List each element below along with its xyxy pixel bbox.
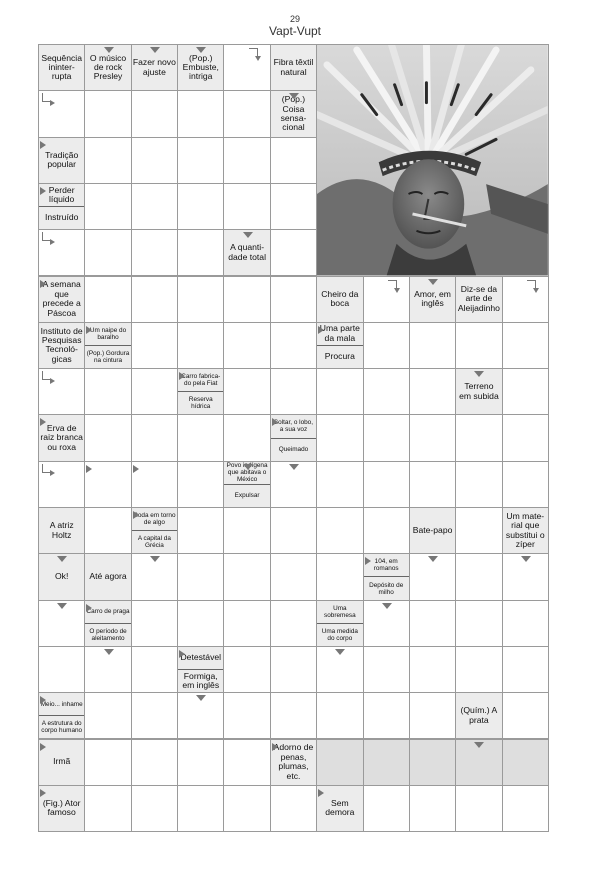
answer-cell[interactable] [502, 414, 549, 461]
answer-cell[interactable] [38, 461, 85, 508]
answer-cell[interactable] [363, 368, 410, 415]
clue-text: Adorno de penas, plumas, etc. [273, 742, 314, 781]
answer-cell[interactable] [38, 90, 85, 137]
clue-cell [177, 368, 224, 415]
answer-cell[interactable] [177, 229, 224, 276]
clue-text: 104, em romanos [373, 558, 399, 573]
answer-cell[interactable] [363, 322, 410, 369]
answer-cell[interactable] [270, 137, 317, 184]
answer-cell[interactable] [270, 646, 317, 693]
answer-cell[interactable] [316, 368, 363, 415]
answer-cell[interactable] [38, 229, 85, 276]
clue-cell [270, 739, 317, 786]
answer-cell[interactable] [223, 368, 270, 415]
answer-cell[interactable] [502, 553, 549, 600]
answer-cell[interactable] [409, 461, 456, 508]
clue-cell [177, 646, 224, 693]
answer-cell[interactable] [177, 461, 224, 508]
answer-cell[interactable] [84, 692, 131, 739]
answer-cell[interactable] [455, 461, 502, 508]
clue-text: Bate-papo [412, 524, 453, 535]
answer-cell[interactable] [223, 137, 270, 184]
clue-text: Meio... inhame [40, 700, 83, 708]
puzzle-title: Vapt-Vupt [268, 24, 322, 38]
answer-cell[interactable] [38, 600, 85, 647]
clue-cell [38, 739, 85, 786]
answer-cell[interactable] [84, 507, 131, 554]
crossword-grid [38, 44, 548, 831]
clue-text: (Fig.) Ator famoso [42, 798, 81, 818]
answer-cell[interactable] [409, 368, 456, 415]
clue-cell [316, 322, 363, 369]
answer-cell[interactable] [316, 461, 363, 508]
clue-cell [84, 553, 131, 600]
clue-cell [409, 276, 456, 323]
clue-text: A quanti- dade total [228, 242, 266, 262]
answer-cell[interactable] [131, 183, 178, 230]
answer-cell[interactable] [455, 646, 502, 693]
answer-cell[interactable] [363, 646, 410, 693]
answer-cell[interactable] [131, 368, 178, 415]
answer-cell[interactable] [455, 507, 502, 554]
clue-cell [38, 692, 85, 739]
clue-cell [38, 414, 85, 461]
answer-cell[interactable] [84, 229, 131, 276]
answer-cell[interactable] [131, 414, 178, 461]
clue-text: Reserva hídrica [178, 391, 223, 414]
answer-cell[interactable] [502, 276, 549, 323]
clue-text: Até agora [89, 571, 127, 582]
clue-text: Detestável [180, 652, 222, 663]
answer-cell[interactable] [409, 785, 456, 832]
clue-cell [455, 276, 502, 323]
clue-text: Erva de raiz branca ou roxa [40, 422, 83, 452]
answer-cell[interactable] [177, 692, 224, 739]
clue-text: Ok! [54, 571, 69, 582]
answer-cell[interactable] [409, 414, 456, 461]
answer-cell[interactable] [455, 739, 502, 786]
answer-cell[interactable] [502, 461, 549, 508]
clue-text: Irmã [53, 756, 71, 767]
answer-cell[interactable] [131, 137, 178, 184]
answer-cell[interactable] [270, 368, 317, 415]
clue-text: Soltar, o lobo, a sua voz [273, 419, 314, 434]
answer-cell[interactable] [223, 739, 270, 786]
answer-cell[interactable] [177, 414, 224, 461]
answer-cell[interactable] [223, 692, 270, 739]
clue-cell [38, 183, 85, 230]
answer-cell[interactable] [316, 414, 363, 461]
clue-text: (Quím.) A prata [460, 705, 498, 725]
answer-cell[interactable] [84, 646, 131, 693]
clue-cell [84, 322, 131, 369]
clue-cell [84, 600, 131, 647]
answer-cell[interactable] [131, 553, 178, 600]
clue-text: A atriz Holtz [49, 520, 74, 540]
clue-text: A capital da Grécia [132, 530, 177, 553]
answer-cell[interactable] [502, 646, 549, 693]
answer-cell[interactable] [223, 646, 270, 693]
clue-cell [223, 229, 270, 276]
clue-text: Perder líquido [48, 184, 75, 204]
answer-cell[interactable] [131, 739, 178, 786]
clue-cell [38, 322, 85, 369]
answer-cell[interactable] [131, 90, 178, 137]
clue-text: Carro de praga [86, 608, 130, 616]
answer-cell[interactable] [363, 461, 410, 508]
answer-cell[interactable] [270, 785, 317, 832]
clue-text: Uma sobremesa [324, 604, 356, 619]
clue-text: (Pop.) Embuste, intriga [182, 52, 219, 82]
page-number: 29 [289, 14, 300, 24]
answer-cell[interactable] [270, 276, 317, 323]
clue-text: Procura [317, 345, 362, 368]
answer-cell[interactable] [409, 600, 456, 647]
answer-cell[interactable] [455, 414, 502, 461]
answer-cell[interactable] [316, 507, 363, 554]
clue-text: Formiga, em inglês [178, 669, 223, 692]
clue-cell [84, 44, 131, 91]
answer-cell[interactable] [131, 600, 178, 647]
answer-cell[interactable] [363, 414, 410, 461]
answer-cell[interactable] [131, 276, 178, 323]
clue-cell [363, 553, 410, 600]
answer-cell[interactable] [223, 90, 270, 137]
clue-cell [38, 137, 85, 184]
answer-cell[interactable] [223, 322, 270, 369]
answer-cell[interactable] [84, 461, 131, 508]
answer-cell[interactable] [409, 646, 456, 693]
answer-cell[interactable] [177, 600, 224, 647]
answer-cell[interactable] [363, 785, 410, 832]
answer-cell[interactable] [84, 739, 131, 786]
answer-cell[interactable] [409, 553, 456, 600]
answer-cell[interactable] [270, 692, 317, 739]
answer-cell[interactable] [177, 90, 224, 137]
clue-text: Cheiro da boca [321, 288, 359, 309]
answer-cell[interactable] [502, 322, 549, 369]
answer-cell[interactable] [316, 692, 363, 739]
clue-cell [409, 507, 456, 554]
clue-text: Roda em torno de algo [133, 512, 176, 527]
answer-cell[interactable] [363, 276, 410, 323]
answer-cell[interactable] [84, 414, 131, 461]
answer-cell[interactable] [270, 183, 317, 230]
clue-text: Tradição popular [45, 149, 79, 170]
clue-cell [38, 553, 85, 600]
answer-cell[interactable] [363, 600, 410, 647]
clue-cell [455, 368, 502, 415]
answer-cell[interactable] [131, 646, 178, 693]
answer-cell[interactable] [84, 276, 131, 323]
answer-cell[interactable] [223, 414, 270, 461]
answer-cell[interactable] [223, 44, 270, 91]
answer-cell[interactable] [502, 785, 549, 832]
answer-cell[interactable] [177, 739, 224, 786]
answer-cell[interactable] [502, 692, 549, 739]
answer-cell[interactable] [223, 785, 270, 832]
answer-cell[interactable] [316, 646, 363, 693]
answer-cell[interactable] [177, 553, 224, 600]
answer-cell[interactable] [223, 276, 270, 323]
answer-cell[interactable] [270, 322, 317, 369]
clue-text: Terreno em subida [459, 381, 499, 401]
clue-cell [316, 276, 363, 323]
clue-text: Carro fabrica- do pela Fiat [181, 373, 221, 388]
answer-cell[interactable] [177, 276, 224, 323]
clue-cell [131, 44, 178, 91]
answer-cell[interactable] [38, 646, 85, 693]
answer-cell[interactable] [84, 183, 131, 230]
clue-text: Amor, em inglês [414, 288, 451, 309]
answer-cell[interactable] [455, 553, 502, 600]
clue-cell [270, 44, 317, 91]
answer-cell[interactable] [177, 137, 224, 184]
clue-text: Uma medida do corpo [317, 623, 362, 646]
answer-cell[interactable] [131, 229, 178, 276]
answer-cell[interactable] [131, 785, 178, 832]
clue-cell [223, 461, 270, 508]
clue-text: Instruído [39, 206, 84, 229]
clue-text: Um naipe do baralho [89, 326, 127, 341]
answer-cell[interactable] [223, 183, 270, 230]
answer-cell[interactable] [177, 183, 224, 230]
clue-cell [316, 785, 363, 832]
answer-cell[interactable] [316, 739, 363, 786]
clue-text: Instituto de Pesquisas Tecnoló- gicas [40, 325, 83, 364]
clue-cell [38, 44, 85, 91]
answer-cell[interactable] [131, 692, 178, 739]
answer-cell[interactable] [177, 785, 224, 832]
answer-cell[interactable] [502, 739, 549, 786]
answer-cell[interactable] [38, 368, 85, 415]
indigenous-chief-with-feather-headdress-photo [316, 44, 549, 277]
clue-text: Depósito de milho [364, 576, 409, 599]
answer-cell[interactable] [502, 600, 549, 647]
clue-text: Povo indígena que abitava o México [226, 462, 268, 484]
clue-cell [270, 90, 317, 137]
answer-cell[interactable] [223, 553, 270, 600]
clue-text: (Pop.) Gordura na cintura [85, 345, 130, 368]
answer-cell[interactable] [270, 507, 317, 554]
answer-cell[interactable] [131, 461, 178, 508]
answer-cell[interactable] [316, 553, 363, 600]
answer-cell[interactable] [270, 553, 317, 600]
clue-text: A estrutura do corpo humano [39, 715, 84, 738]
answer-cell[interactable] [409, 322, 456, 369]
clue-cell [455, 692, 502, 739]
clue-text: O músico de rock Presley [89, 52, 127, 82]
answer-cell[interactable] [84, 785, 131, 832]
answer-cell[interactable] [84, 368, 131, 415]
answer-cell[interactable] [409, 739, 456, 786]
clue-text: Queimado [271, 438, 316, 461]
answer-cell[interactable] [409, 692, 456, 739]
answer-cell[interactable] [270, 229, 317, 276]
answer-cell[interactable] [84, 137, 131, 184]
clue-cell [38, 507, 85, 554]
clue-cell [131, 507, 178, 554]
answer-cell[interactable] [363, 739, 410, 786]
clue-text: Expulsar [224, 484, 269, 507]
answer-cell[interactable] [84, 90, 131, 137]
clue-text: O período de aleitamento [85, 623, 130, 646]
clue-cell [177, 44, 224, 91]
answer-cell[interactable] [131, 322, 178, 369]
clue-text: Fibra têxtil natural [273, 57, 314, 77]
answer-cell[interactable] [177, 322, 224, 369]
clue-cell [38, 785, 85, 832]
answer-cell[interactable] [455, 785, 502, 832]
answer-cell[interactable] [455, 322, 502, 369]
answer-cell[interactable] [455, 600, 502, 647]
clue-text: (Pop.) Coisa sensa- cional [280, 94, 307, 133]
page-header [0, 14, 590, 38]
answer-cell[interactable] [223, 507, 270, 554]
clue-text: Uma parte da mala [319, 323, 360, 343]
answer-cell[interactable] [223, 600, 270, 647]
clue-text: A semana que precede a Páscoa [42, 279, 81, 318]
clue-text: Sequência ininter- rupta [41, 52, 82, 82]
clue-cell [316, 600, 363, 647]
clue-cell [502, 507, 549, 554]
answer-cell[interactable] [270, 461, 317, 508]
clue-text: Um mate- rial que substitui o zíper [505, 510, 545, 550]
clue-cell [38, 276, 85, 323]
answer-cell[interactable] [502, 368, 549, 415]
clue-text: Fazer novo ajuste [132, 57, 176, 77]
clue-cell [270, 414, 317, 461]
clue-text: Sem demora [325, 798, 355, 818]
answer-cell[interactable] [363, 507, 410, 554]
answer-cell[interactable] [177, 507, 224, 554]
answer-cell[interactable] [363, 692, 410, 739]
answer-cell[interactable] [270, 600, 317, 647]
clue-text: Diz-se da arte de Aleijadinho [457, 284, 500, 313]
